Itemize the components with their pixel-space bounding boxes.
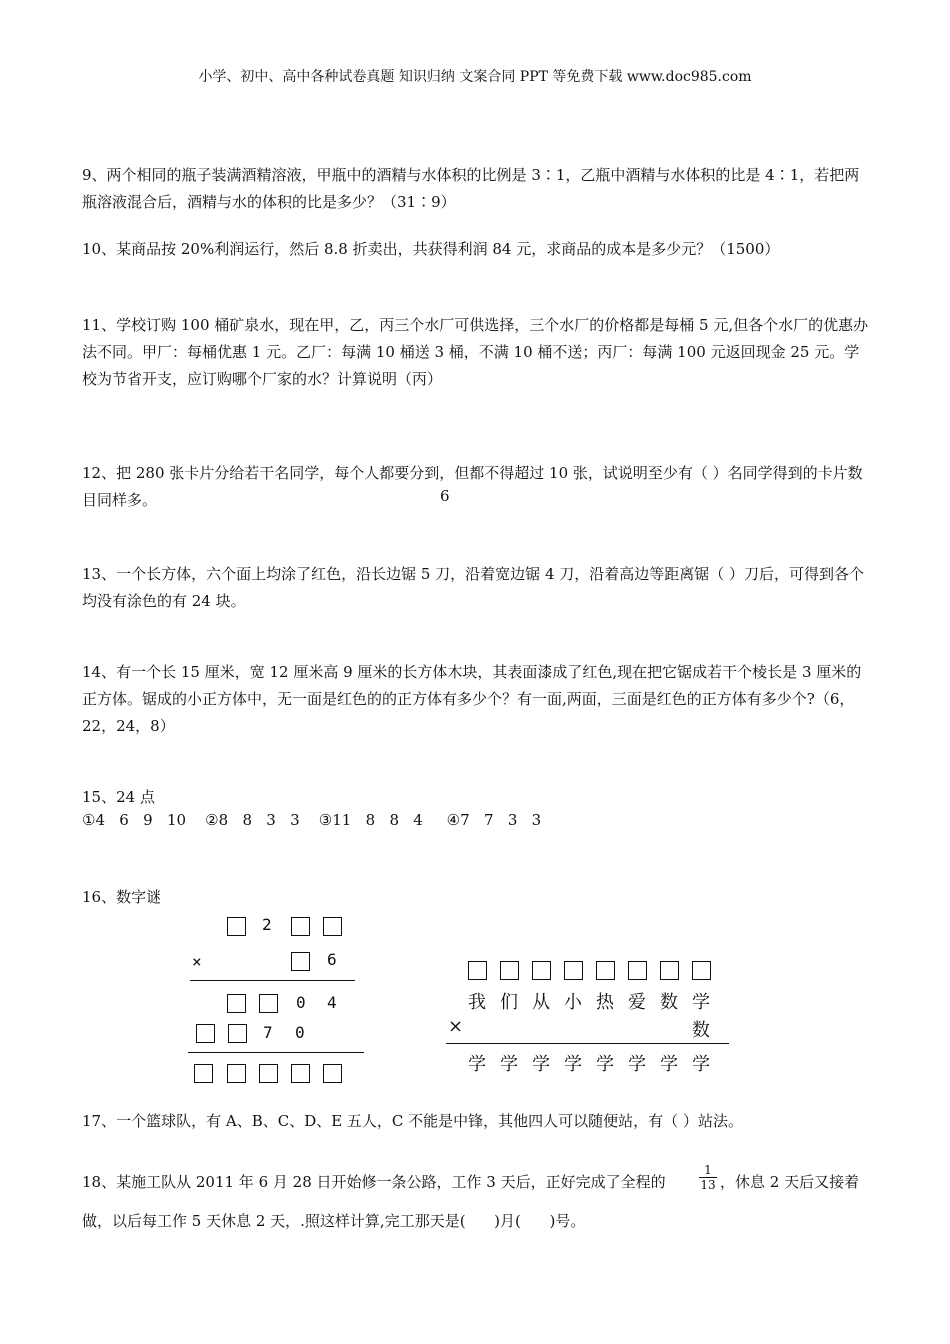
puzzle-char: 学 xyxy=(692,1054,710,1075)
blank-box[interactable] xyxy=(692,961,711,980)
puzzle-char: 学 xyxy=(564,1054,582,1075)
puzzle-multiplier: 数 xyxy=(692,1020,710,1041)
digit: 0 xyxy=(296,993,306,1012)
fraction-numerator: 1 xyxy=(704,1163,712,1177)
blank-box[interactable] xyxy=(564,961,583,980)
question-11: 11、学校订购 100 桶矿泉水，现在甲，乙，丙三个水厂可供选择，三个水厂的价格都是每桶 5 元,但各个水厂的优惠办法不同。甲厂：每桶优惠 1 元。乙厂：每满 10 桶送 3 桶，不满 10 桶不送；丙厂：每满 100 元返回现金 25 元。学校为节省开支，应订购哪个厂家的水？计算说明（丙） xyxy=(82,316,869,388)
blank-box[interactable] xyxy=(259,1064,278,1083)
blank-box[interactable] xyxy=(259,994,278,1013)
question-18-line1: 18、某施工队从 2011 年 6 月 28 日开始修一条公路，工作 3 天后，正好完成了全程的 xyxy=(82,1173,666,1191)
blank-box[interactable] xyxy=(323,917,342,936)
blank-box[interactable] xyxy=(194,1064,213,1083)
blank-box[interactable] xyxy=(628,961,647,980)
blank-box[interactable] xyxy=(323,1064,342,1083)
rule-line xyxy=(190,980,355,981)
puzzle-char: 热 xyxy=(596,992,614,1013)
rule-line xyxy=(188,1052,364,1053)
puzzle-char: 学 xyxy=(532,1054,550,1075)
blank-box[interactable] xyxy=(596,961,615,980)
digit: 0 xyxy=(295,1023,305,1042)
digit: 4 xyxy=(327,993,337,1012)
blank-box[interactable] xyxy=(227,994,246,1013)
multiply-sign: × xyxy=(192,952,202,971)
question-18-line2: 做，以后每工作 5 天休息 2 天，.照这样计算,完工那天是( )月( )号。 xyxy=(82,1212,586,1230)
blank-box[interactable] xyxy=(291,952,310,971)
blank-box[interactable] xyxy=(291,917,310,936)
blank-box[interactable] xyxy=(227,1064,246,1083)
question-13: 13、一个长方体，六个面上均涂了红色，沿长边锯 5 刀，沿着宽边锯 4 刀，沿着高边等距离锯（ ）刀后，可得到各个均没有涂色的有 24 块。 xyxy=(82,565,865,610)
question-10: 10、某商品按 20%利润运行，然后 8.8 折卖出，共获得利润 84 元，求商品的成本是多少元？（1500） xyxy=(82,240,780,258)
question-14: 14、有一个长 15 厘米，宽 12 厘米高 9 厘米的长方体木块，其表面漆成了红色,现在把它锯成若干个棱长是 3 厘米的正方体。锯成的小正方体中，无一面是红色的的正方体有多少个？有一面,两面，三面是红色的正方体有多少个?（6，22，24，8） xyxy=(82,663,862,735)
puzzle-char: 我 xyxy=(468,992,486,1013)
fraction-denominator: 13 xyxy=(700,1178,716,1192)
puzzle-char: 学 xyxy=(628,1054,646,1075)
puzzle-char: 们 xyxy=(500,992,518,1013)
fraction-one-thirteenth xyxy=(699,1163,717,1192)
blank-box[interactable] xyxy=(196,1024,215,1043)
blank-box[interactable] xyxy=(468,961,487,980)
question-17: 17、一个篮球队，有 A、B、C、D、E 五人，C 不能是中锋，其他四人可以随便站，有（ ）站法。 xyxy=(82,1112,743,1130)
question-9: 9、两个相同的瓶子装满酒精溶液，甲瓶中的酒精与水体积的比例是 3∶1，乙瓶中酒精与水体积的比是 4∶1，若把两瓶溶液混合后，酒精与水的体积的比是多少？（31∶9） xyxy=(82,166,860,211)
blank-box[interactable] xyxy=(500,961,519,980)
puzzle-char: 学 xyxy=(692,992,710,1013)
question-12-answer: 6 xyxy=(440,487,450,505)
question-16-title: 16、数字谜 xyxy=(82,888,162,906)
puzzle-char: 爱 xyxy=(628,992,646,1013)
blank-box[interactable] xyxy=(227,917,246,936)
digit: 2 xyxy=(262,915,272,934)
puzzle-char: 从 xyxy=(532,992,550,1013)
puzzle-char: 学 xyxy=(468,1054,486,1075)
digit: 7 xyxy=(263,1023,273,1042)
puzzle-char: 学 xyxy=(500,1054,518,1075)
puzzle-char: 小 xyxy=(564,992,582,1013)
digit: 6 xyxy=(327,950,337,969)
question-15-number-sets: ①4 6 9 10 ②8 8 3 3 ③11 8 8 4 ④7 7 3 3 xyxy=(82,811,542,829)
question-12: 12、把 280 张卡片分给若干名同学，每个人都要分到，但都不得超过 10 张，试说明至少有（ ）名同学得到的卡片数目同样多。 xyxy=(82,464,863,509)
puzzle-char: 学 xyxy=(596,1054,614,1075)
question-15-title: 15、24 点 xyxy=(82,788,155,806)
blank-box[interactable] xyxy=(228,1024,247,1043)
multiply-sign: × xyxy=(448,1016,464,1037)
blank-box[interactable] xyxy=(291,1064,310,1083)
question-18-line1-end: ，休息 2 天后又接着 xyxy=(720,1173,860,1191)
blank-box[interactable] xyxy=(660,961,679,980)
page-header: 小学、初中、高中各种试卷真题 知识归纳 文案合同 PPT 等免费下载 www.doc985.com xyxy=(198,69,752,85)
puzzle-char: 数 xyxy=(660,992,678,1013)
puzzle-char: 学 xyxy=(660,1054,678,1075)
rule-line xyxy=(446,1043,729,1044)
blank-box[interactable] xyxy=(532,961,551,980)
